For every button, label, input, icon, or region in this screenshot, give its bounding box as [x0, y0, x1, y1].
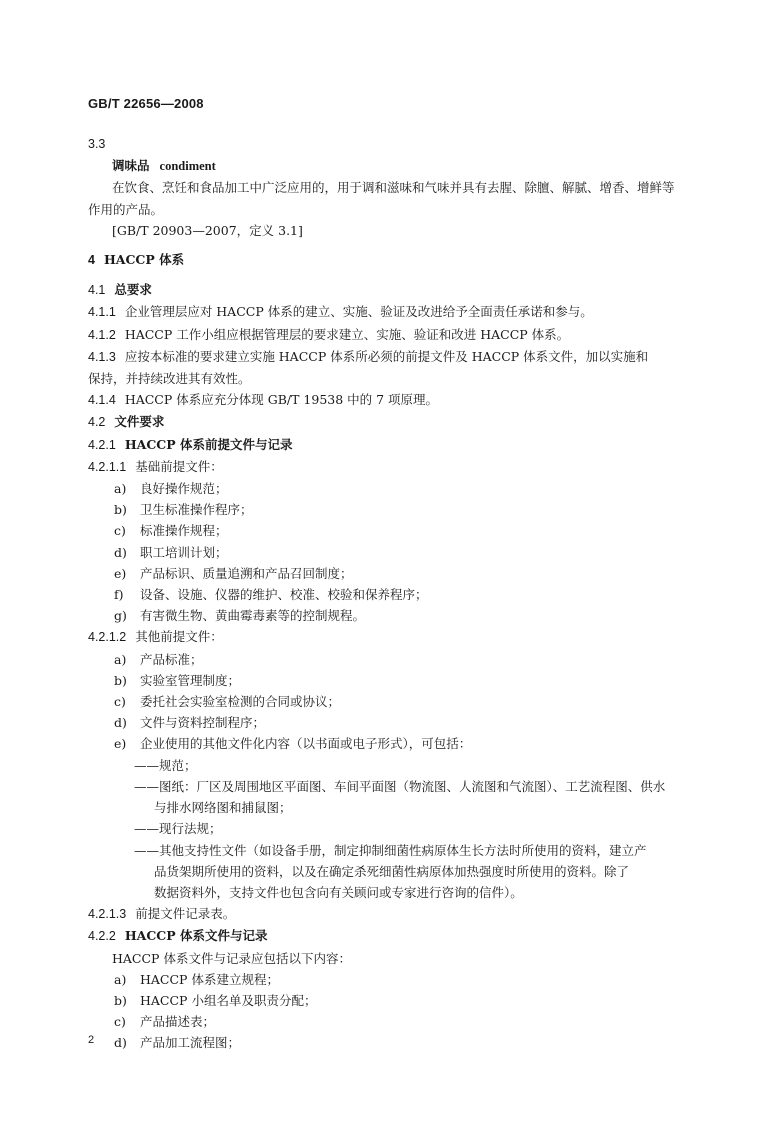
list-item: a) 良好操作规范； — [114, 481, 228, 497]
list-item: d) 文件与资料控制程序； — [114, 715, 266, 731]
dash-item: ——图纸：厂区及周围地区平面图、车间平面图（物流图、人流图和气流图）、工艺流程图、供水 — [134, 778, 666, 794]
list-item: a) HACCP 体系建立规程； — [114, 971, 279, 987]
list-item: c) 委托社会实验室检测的合同或协议； — [114, 694, 341, 710]
dash-item-cont: 数据资料外，支持文件也包含向有关顾问或专家进行咨询的信件）。 — [154, 884, 523, 900]
clause-4-2-1-1-heading: 4.2.1.1 基础前提文件： — [88, 458, 223, 474]
clause-4-heading: 4 HACCP 体系 — [88, 252, 185, 268]
dash-item: ——现行法规； — [134, 821, 222, 837]
page-number: 2 — [88, 1034, 95, 1046]
list-item: c) 产品描述表； — [114, 1014, 216, 1030]
clause-4-1-3: 4.1.3 应按本标准的要求建立实施 HACCP 体系所必须的前提文件及 HACCP 体系文件，加以实施和 — [88, 348, 649, 364]
clause-4-2-2-heading: 4.2.2 HACCP 体系文件与记录 — [88, 928, 268, 944]
dash-item: ——其他支持性文件（如设备手册，制定抑制细菌性病原体生长方法时所使用的资料，建立产 — [134, 842, 647, 858]
clause-3-3-number: 3.3 — [88, 137, 106, 151]
clause-4-2-1-2-heading: 4.2.1.2 其他前提文件： — [88, 629, 223, 645]
list-item: b) HACCP 小组名单及职责分配； — [114, 992, 317, 1008]
list-item: e) 企业使用的其他文件化内容（以书面或电子形式），可包括： — [114, 736, 472, 752]
list-item: e) 产品标识、质量追溯和产品召回制度； — [114, 565, 353, 581]
term-en: condiment — [159, 159, 216, 174]
dash-item-cont: 与排水网络图和捕鼠图； — [154, 800, 292, 816]
list-item: b) 实验室管理制度； — [114, 672, 241, 688]
clause-4-1-3-cont: 保持，并持续改进其有效性。 — [88, 371, 251, 387]
clause-4-1-1: 4.1.1 企业管理层应对 HACCP 体系的建立、实施、验证及改进给予全面责任承诺和参与。 — [88, 304, 593, 320]
list-item: f) 设备、设施、仪器的维护、校准、校验和保养程序； — [114, 587, 428, 603]
term-definition-line-1: 在饮食、烹饪和食品加工中广泛应用的，用于调和滋味和气味并具有去腥、除膻、解腻、增香、增鲜等 — [112, 180, 675, 196]
term-zh: 调味品 — [112, 158, 150, 174]
dash-item: ——规范； — [134, 757, 197, 773]
clause-4-1-2: 4.1.2 HACCP 工作小组应根据管理层的要求建立、实施、验证和改进 HACCP 体系。 — [88, 326, 570, 342]
clause-4-2-1-heading: 4.2.1 HACCP 体系前提文件与记录 — [88, 436, 293, 452]
list-item: b) 卫生标准操作程序； — [114, 502, 253, 518]
term-definition-line-2: 作用的产品。 — [88, 201, 164, 217]
clause-4-1-heading: 4.1 总要求 — [88, 282, 152, 298]
list-item: c) 标准操作规程； — [114, 523, 228, 539]
document-body — [88, 133, 713, 1054]
clause-4-2-1-3: 4.2.1.3 前提文件记录表。 — [88, 906, 236, 922]
page-header: GB/T 22656—2008 — [88, 96, 204, 111]
clause-4-1-4: 4.1.4 HACCP 体系应充分体现 GB/T 19538 中的 7 项原理。 — [88, 392, 439, 408]
list-item: d) 产品加工流程图； — [114, 1035, 241, 1051]
dash-item-cont: 品货架期所使用的资料，以及在确定杀死细菌性病原体加热强度时所使用的资料。除了 — [154, 863, 630, 879]
list-item: d) 职工培训计划； — [114, 544, 228, 560]
list-item: a) 产品标准； — [114, 651, 203, 667]
list-item: g) 有害微生物、黄曲霉毒素等的控制规程。 — [114, 608, 366, 624]
clause-4-2-heading: 4.2 文件要求 — [88, 414, 165, 430]
clause-4-2-2-intro: HACCP 体系文件与记录应包括以下内容： — [112, 950, 351, 966]
term-heading — [88, 155, 713, 177]
term-source: [GB/T 20903—2007，定义 3.1] — [112, 222, 303, 238]
